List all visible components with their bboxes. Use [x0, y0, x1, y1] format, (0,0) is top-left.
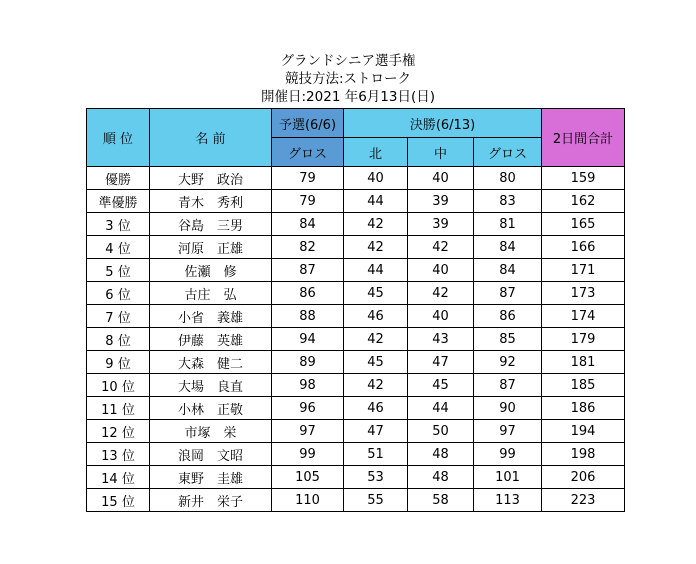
rank-cell: 15 位 — [87, 489, 150, 512]
name-cell: 小林 正敬 — [150, 397, 272, 420]
final-gross-cell: 97 — [474, 420, 542, 443]
north-cell: 42 — [344, 374, 408, 397]
prelim-gross-cell: 94 — [272, 328, 344, 351]
north-cell: 45 — [344, 282, 408, 305]
rank-cell: 5 位 — [87, 259, 150, 282]
north-cell: 42 — [344, 328, 408, 351]
north-cell: 44 — [344, 190, 408, 213]
header-north: 北 — [344, 138, 408, 167]
middle-cell: 47 — [408, 351, 474, 374]
final-gross-cell: 85 — [474, 328, 542, 351]
tournament-title: グランドシニア選手権 — [280, 53, 416, 69]
name-cell: 大場 良直 — [150, 374, 272, 397]
header-prelim-gross: グロス — [272, 138, 344, 167]
table-row — [87, 420, 625, 443]
name-cell: 佐瀬 修 — [150, 259, 272, 282]
middle-cell: 42 — [408, 236, 474, 259]
final-gross-cell: 84 — [474, 236, 542, 259]
prelim-gross-cell: 89 — [272, 351, 344, 374]
table-row — [87, 328, 625, 351]
middle-cell: 40 — [408, 167, 474, 190]
table-row — [87, 397, 625, 420]
name-cell: 青木 秀利 — [150, 190, 272, 213]
rank-cell: 11 位 — [87, 397, 150, 420]
table-row — [87, 351, 625, 374]
final-gross-cell: 83 — [474, 190, 542, 213]
total-cell: 194 — [542, 420, 625, 443]
prelim-gross-cell: 79 — [272, 190, 344, 213]
name-cell: 谷島 三男 — [150, 213, 272, 236]
header-middle: 中 — [408, 138, 474, 167]
total-cell: 181 — [542, 351, 625, 374]
final-gross-cell: 81 — [474, 213, 542, 236]
total-cell: 171 — [542, 259, 625, 282]
header-final: 決勝(6/13) — [344, 109, 542, 138]
middle-cell: 44 — [408, 397, 474, 420]
table-row — [87, 374, 625, 397]
north-cell: 46 — [344, 397, 408, 420]
header-rank: 順 位 — [87, 109, 150, 167]
event-date: 開催日:2021 年6月13日(日) — [261, 89, 435, 105]
middle-cell: 48 — [408, 466, 474, 489]
rank-cell: 7 位 — [87, 305, 150, 328]
name-cell: 河原 正雄 — [150, 236, 272, 259]
table-row — [87, 213, 625, 236]
rank-cell: 優勝 — [87, 167, 150, 190]
rank-cell: 12 位 — [87, 420, 150, 443]
total-cell: 186 — [542, 397, 625, 420]
north-cell: 42 — [344, 236, 408, 259]
total-cell: 185 — [542, 374, 625, 397]
north-cell: 44 — [344, 259, 408, 282]
rank-cell: 14 位 — [87, 466, 150, 489]
prelim-gross-cell: 97 — [272, 420, 344, 443]
total-cell: 165 — [542, 213, 625, 236]
final-gross-cell: 87 — [474, 374, 542, 397]
prelim-gross-cell: 88 — [272, 305, 344, 328]
north-cell: 42 — [344, 213, 408, 236]
total-cell: 173 — [542, 282, 625, 305]
total-cell: 206 — [542, 466, 625, 489]
rank-cell: 3 位 — [87, 213, 150, 236]
competition-format: 競技方法:ストローク — [284, 71, 412, 87]
rank-cell: 13 位 — [87, 443, 150, 466]
header-name: 名 前 — [150, 109, 272, 167]
table-row — [87, 466, 625, 489]
name-cell: 大森 健二 — [150, 351, 272, 374]
final-gross-cell: 80 — [474, 167, 542, 190]
header-final-gross: グロス — [474, 138, 542, 167]
name-cell: 古庄 弘 — [150, 282, 272, 305]
total-cell: 198 — [542, 443, 625, 466]
final-gross-cell: 113 — [474, 489, 542, 512]
final-gross-cell: 99 — [474, 443, 542, 466]
rank-cell: 9 位 — [87, 351, 150, 374]
north-cell: 55 — [344, 489, 408, 512]
prelim-gross-cell: 87 — [272, 259, 344, 282]
prelim-gross-cell: 105 — [272, 466, 344, 489]
prelim-gross-cell: 98 — [272, 374, 344, 397]
name-cell: 浪岡 文昭 — [150, 443, 272, 466]
north-cell: 51 — [344, 443, 408, 466]
total-cell: 223 — [542, 489, 625, 512]
rank-cell: 4 位 — [87, 236, 150, 259]
name-cell: 小省 義雄 — [150, 305, 272, 328]
table-row — [87, 305, 625, 328]
final-gross-cell: 86 — [474, 305, 542, 328]
north-cell: 45 — [344, 351, 408, 374]
prelim-gross-cell: 82 — [272, 236, 344, 259]
middle-cell: 48 — [408, 443, 474, 466]
table-row — [87, 282, 625, 305]
prelim-gross-cell: 96 — [272, 397, 344, 420]
middle-cell: 43 — [408, 328, 474, 351]
final-gross-cell: 84 — [474, 259, 542, 282]
total-cell: 166 — [542, 236, 625, 259]
name-cell: 新井 栄子 — [150, 489, 272, 512]
table-row — [87, 167, 625, 190]
name-cell: 東野 圭雄 — [150, 466, 272, 489]
final-gross-cell: 92 — [474, 351, 542, 374]
table-row — [87, 489, 625, 512]
document-title-block — [0, 52, 696, 106]
middle-cell: 39 — [408, 213, 474, 236]
north-cell: 46 — [344, 305, 408, 328]
prelim-gross-cell: 110 — [272, 489, 344, 512]
results-table — [86, 108, 625, 512]
results-body — [87, 167, 625, 512]
north-cell: 47 — [344, 420, 408, 443]
middle-cell: 40 — [408, 305, 474, 328]
final-gross-cell: 90 — [474, 397, 542, 420]
rank-cell: 10 位 — [87, 374, 150, 397]
middle-cell: 39 — [408, 190, 474, 213]
table-row — [87, 443, 625, 466]
name-cell: 大野 政治 — [150, 167, 272, 190]
middle-cell: 45 — [408, 374, 474, 397]
rank-cell: 準優勝 — [87, 190, 150, 213]
name-cell: 市塚 栄 — [150, 420, 272, 443]
north-cell: 53 — [344, 466, 408, 489]
header-total: 2日間合計 — [542, 109, 625, 167]
prelim-gross-cell: 86 — [272, 282, 344, 305]
total-cell: 179 — [542, 328, 625, 351]
prelim-gross-cell: 79 — [272, 167, 344, 190]
rank-cell: 6 位 — [87, 282, 150, 305]
table-row — [87, 259, 625, 282]
final-gross-cell: 101 — [474, 466, 542, 489]
rank-cell: 8 位 — [87, 328, 150, 351]
total-cell: 159 — [542, 167, 625, 190]
name-cell: 伊藤 英雄 — [150, 328, 272, 351]
prelim-gross-cell: 99 — [272, 443, 344, 466]
total-cell: 174 — [542, 305, 625, 328]
middle-cell: 50 — [408, 420, 474, 443]
table-row — [87, 190, 625, 213]
middle-cell: 40 — [408, 259, 474, 282]
middle-cell: 58 — [408, 489, 474, 512]
north-cell: 40 — [344, 167, 408, 190]
header-prelim: 予選(6/6) — [272, 109, 344, 138]
total-cell: 162 — [542, 190, 625, 213]
middle-cell: 42 — [408, 282, 474, 305]
final-gross-cell: 87 — [474, 282, 542, 305]
table-row — [87, 236, 625, 259]
prelim-gross-cell: 84 — [272, 213, 344, 236]
